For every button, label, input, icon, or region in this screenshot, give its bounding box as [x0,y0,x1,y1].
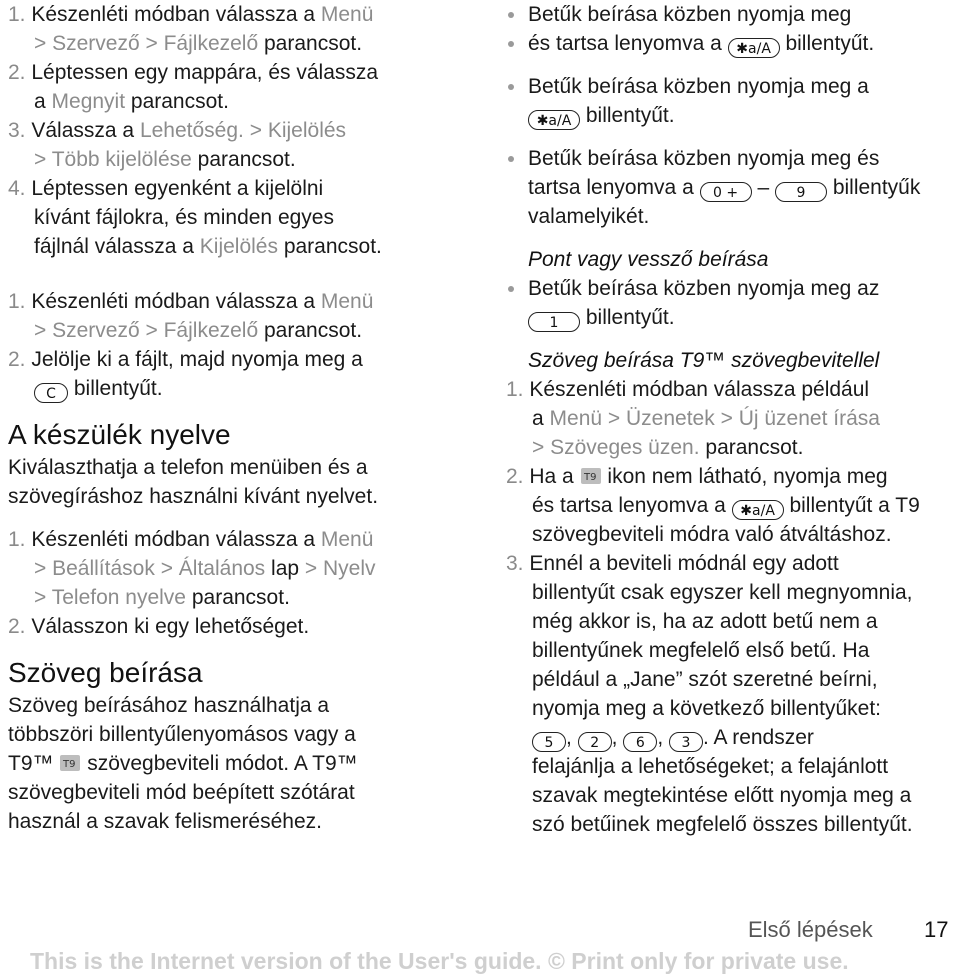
bullet-text: billentyűt. [785,32,875,55]
step-text: szövegbeviteli módra való átváltáshoz. [532,523,892,546]
menu-item: Több kijelölése [51,148,192,171]
menu-item: Általános [178,557,266,580]
paragraph-text: szövegbeviteli módot. A T9™ [87,752,358,775]
step-number: 2. [8,348,26,371]
menu-item: Szervező [52,32,140,55]
separator: > [34,32,47,55]
step-text: parancsot. [705,436,804,459]
dash: – [757,176,770,199]
bullet-text: Betűk beírása közben nyomja meg [528,3,852,26]
step-text: szó betűinek megfelelő összes billentyűt. [532,813,913,836]
footer-section: Első lépések [748,917,873,942]
left-column [8,0,456,836]
spacer [8,511,456,525]
step-number: 1. [8,528,26,551]
separator: > [304,557,318,580]
step-line [8,583,456,612]
step-line [8,232,456,261]
menu-item: Kijelölés [267,119,347,142]
spacer [8,641,456,655]
paragraph-text: T9™ [8,752,54,775]
step-number: 2. [506,465,524,488]
step-text: Készenléti módban válassza a [31,290,316,313]
subheading: Szöveg beírása T9™ szövegbevitellel [528,349,880,372]
separator: > [34,148,47,171]
step-line [8,374,456,403]
menu-item: Menü [320,528,374,551]
step-number: 3. [506,552,524,575]
bullet-text: billentyűt. [585,104,675,127]
bullet-text: Betűk beírása közben nyomja meg az [528,277,880,300]
paragraph-line: használ a szavak felismeréséhez. [8,810,322,833]
step-text: Válassza a [31,119,135,142]
step-text: Ha a [529,465,574,488]
step-line [8,203,456,232]
bullet-item-cont [506,173,958,202]
menu-item: Menü [320,290,374,313]
bullet-item-cont [506,29,958,58]
menu-item: Fájlkezelő [163,319,259,342]
step-line [506,404,958,433]
step-text: például a „Jane” szót szeretné beírni, [532,668,878,691]
three-key-icon: 3 [669,732,703,752]
spacer [8,261,456,287]
step-number: 1. [8,290,26,313]
zero-key-icon: 0 + [700,182,752,202]
menu-item: Új üzenet írása [738,407,880,430]
separator: > [532,436,545,459]
menu-item: Nyelv [323,557,376,580]
bullet-text: billentyűt. [585,306,675,329]
separator: > [720,407,733,430]
step-line [506,375,958,404]
step-line [8,58,456,87]
menu-item: Menü [549,407,603,430]
subheading: Pont vagy vessző beírása [528,248,769,271]
step-line [506,433,958,462]
step-line [8,0,456,29]
section-heading: A készülék nyelve [8,419,231,450]
six-key-icon: 6 [623,732,657,752]
step-text: nyomja meg a következő billentyűket: [532,697,882,720]
t9-icon [59,754,81,772]
step-text: Készenléti módban válassza például [529,378,870,401]
step-number: 2. [8,615,26,638]
paragraph-line: Kiválaszthatja a telefon menüiben és a [8,456,368,479]
menu-item: Lehetőség. [139,119,244,142]
step-text: Léptessen egyenként a kijelölni [31,177,324,200]
step-text: billentyűnek megfelelő első betű. Ha [532,639,870,662]
step-text: billentyűt a T9 [789,494,920,517]
menu-item: Üzenetek [626,407,715,430]
bullet-item [506,0,958,29]
paragraph-line [8,749,456,778]
menu-item: Fájlkezelő [163,32,259,55]
bullet-item [506,274,958,303]
spacer [8,403,456,417]
step-text: a [34,90,46,113]
step-number: 2. [8,61,26,84]
step-line [8,29,456,58]
step-number: 1. [8,3,26,26]
step-line [8,554,456,583]
svg-text:T9: T9 [583,472,597,483]
menu-item: Menü [320,3,374,26]
five-key-icon: 5 [532,732,566,752]
bullet-text: valamelyikét. [528,205,650,228]
separator: > [34,586,47,609]
step-text: még akkor is, ha az adott betű nem a [532,610,878,633]
step-text: Válasszon ki egy lehetőséget. [31,615,310,638]
step-text: parancsot. [191,586,290,609]
separator: > [34,557,47,580]
separator: > [607,407,621,430]
step-line [8,287,456,316]
spacer [506,231,958,245]
separator: > [249,119,262,142]
step-line [8,345,456,374]
step-text: Jelölje ki a fájlt, majd nyomja meg a [31,348,363,371]
star-key-icon: ✱a/A [732,500,784,520]
separator: > [145,32,158,55]
step-line [506,491,958,520]
menu-item: Megnyit [51,90,126,113]
step-text: billentyűt. [73,377,163,400]
menu-item: Szöveges üzen. [550,436,700,459]
t9-icon [580,467,602,485]
bullet-item [506,72,958,101]
step-text: . A rendszer [703,726,814,749]
c-key-icon: C [34,383,68,403]
step-text: fájlnál válassza a [34,235,194,258]
bullet-text: tartsa lenyomva a [528,176,694,199]
step-text: parancsot. [283,235,382,258]
star-key-icon: ✱a/A [528,110,580,130]
step-line [8,525,456,554]
step-text: szavak megtekintése előtt nyomja meg a [532,784,912,807]
step-line [8,316,456,345]
separator: > [160,557,173,580]
spacer [506,58,958,72]
step-line [8,87,456,116]
step-text: Ennél a beviteli módnál egy adott [529,552,839,575]
paragraph-line: többszöri billentyűlenyomásos vagy a [8,723,356,746]
menu-item: Telefon nyelve [51,586,186,609]
separator: > [145,319,158,342]
nine-key-icon: 9 [775,182,827,202]
bullet-text: és tartsa lenyomva a [528,32,722,55]
page-number: 17 [924,917,949,942]
step-line [8,174,456,203]
bullet-item-cont [506,101,958,130]
step-text: a [532,407,544,430]
step-text: lap [271,557,300,580]
spacer [506,332,958,346]
menu-item: Beállítások [52,557,155,580]
section-heading: Szöveg beírása [8,657,203,688]
bullet-text: Betűk beírása közben nyomja meg a [528,75,869,98]
step-number: 4. [8,177,26,200]
paragraph-line: szövegbeviteli mód beépített szótárat [8,781,355,804]
step-text: parancsot. [264,32,363,55]
footer-note: This is the Internet version of the User's guide. © Print only for private use. [30,948,849,974]
step-text: és tartsa lenyomva a [532,494,726,517]
step-number: 1. [506,378,524,401]
step-text: felajánlja a lehetőségeket; a felajánlott [532,755,889,778]
bullet-text: billentyűk [832,176,921,199]
spacer [506,130,958,144]
one-key-icon: 1 [528,312,580,332]
step-text: ikon nem látható, nyomja meg [607,465,888,488]
step-text: billentyűt csak egyszer kell megnyomnia, [532,581,913,604]
right-column [506,0,958,839]
step-line [506,549,958,578]
svg-text:T9: T9 [63,759,76,770]
bullet-text: Betűk beírása közben nyomja meg és [528,147,880,170]
paragraph-line: Szöveg beírásához használhatja a [8,694,330,717]
step-text: Készenléti módban válassza a [31,3,316,26]
menu-item: Kijelölés [199,235,278,258]
bullet-item-cont [506,303,958,332]
step-text: kívánt fájlokra, és minden egyes [34,206,334,229]
step-line [8,116,456,145]
star-key-icon: ✱a/A [728,38,780,58]
two-key-icon: 2 [578,732,612,752]
step-text: Léptessen egy mappára, és válassza [31,61,379,84]
bullet-item [506,144,958,173]
separator: > [34,319,47,342]
step-line [8,145,456,174]
step-line: 5 , 2 , 6 , 3 . A rendszer [506,723,958,752]
menu-item: Szervező [52,319,140,342]
step-text: Készenléti módban válassza a [31,528,316,551]
step-number: 3. [8,119,26,142]
step-text: parancsot. [130,90,229,113]
paragraph-line: szövegíráshoz használni kívánt nyelvet. [8,485,379,508]
step-line [8,612,456,641]
step-text: parancsot. [264,319,363,342]
step-text: parancsot. [197,148,296,171]
step-line [506,462,958,491]
